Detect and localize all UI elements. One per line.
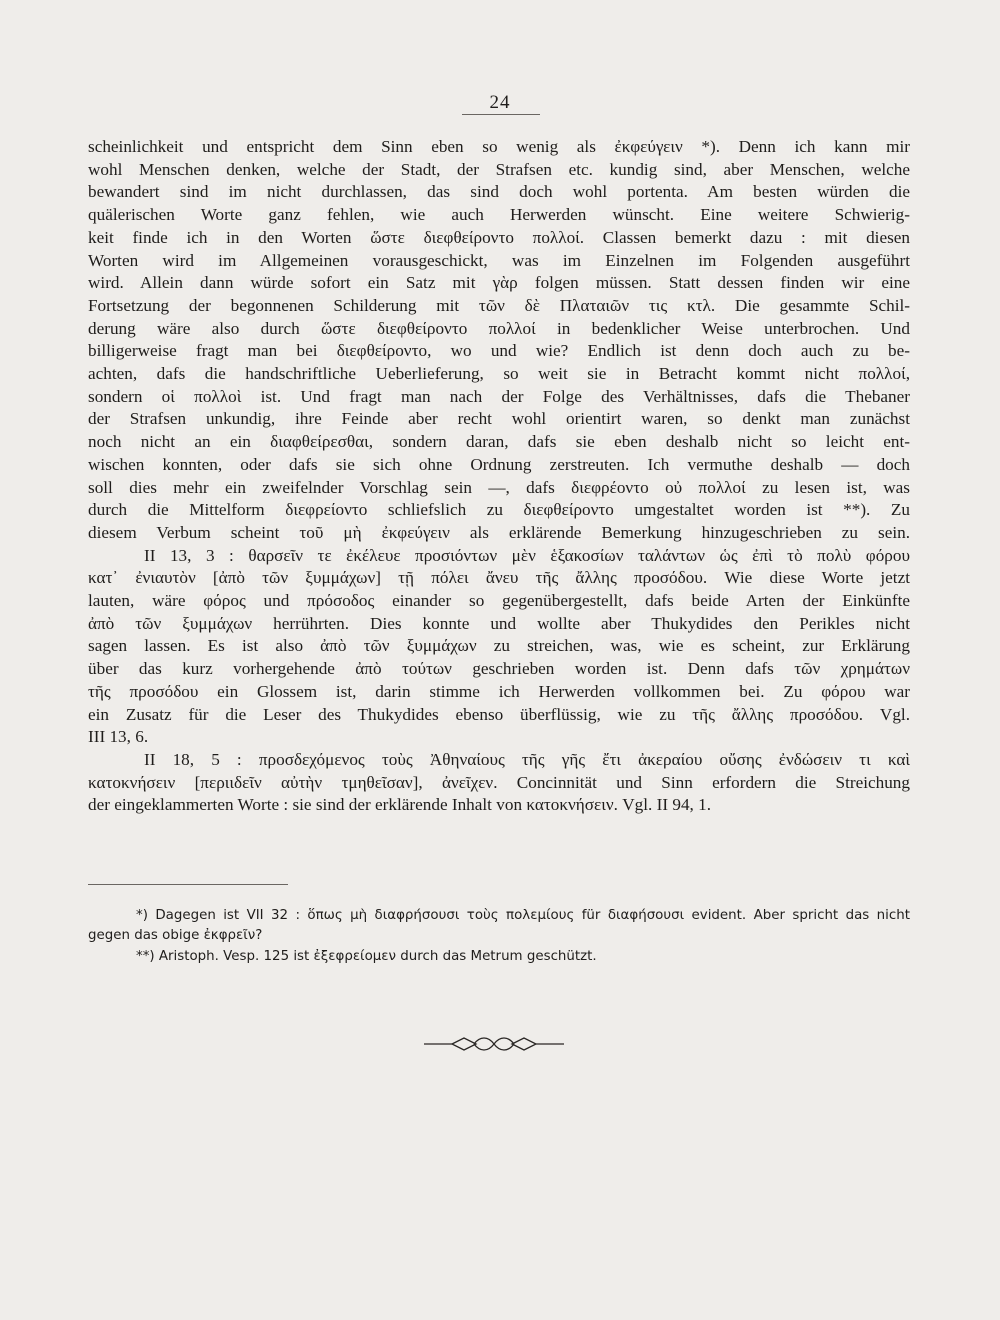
- text-line: sondern οἱ πολλοὶ ist. Und fragt man nach der Folge des Verhältnisses, dafs die Thebaner: [88, 386, 910, 406]
- footnote-line: gegen das obige ἐκφρεῖν?: [88, 928, 263, 944]
- text-line: durch die Mittelform διεφρείοντο schliefslich zu διεφθείροντο umgestaltet worden ist **). Zu: [88, 500, 910, 520]
- text-line: ein Zusatz für die Leser des Thukydides ebenso überflüssig, wie zu τῆς ἄλλης προσόδου. Vgl.: [88, 704, 910, 724]
- text-line: der Strafsen unkundig, ihre Feinde aber recht wohl orientirt waren, so denkt man zunächst: [88, 409, 910, 429]
- text-line: diesem Verbum scheint τοῦ μὴ ἐκφεύγειν als erklärende Bemerkung hinzugeschrieben zu sein.: [88, 522, 910, 542]
- text-line: sagen lassen. Es ist also ἀπὸ τῶν ξυμμάχων zu streichen, was, wie es scheint, zur Erklärung: [88, 636, 910, 656]
- footnote-line: *) Dagegen ist VII 32 : ὅπως μὴ διαφρήσουσι τοὺς πολεμίους für διαφήσουσι evident. Aber spricht das nicht: [136, 908, 910, 923]
- text-line: κατ᾽ ἐνιαυτὸν [ἀπὸ τῶν ξυμμάχων] τῇ πόλει ἄνευ τῆς ἄλλης προσόδου. Wie diese Worte jetzt: [88, 568, 910, 588]
- text-line: II 13, 3 : θαρσεῖν τε ἐκέλευε προσιόντων μὲν ἑξακοσίων ταλάντων ὡς ἐπὶ τὸ πολὺ φόρου: [144, 545, 910, 565]
- text-line: soll dies mehr ein zweifelnder Vorschlag sein —, dafs διεφρέοντο οὐ πολλοί zu lesen ist, was: [88, 477, 910, 497]
- text-line: noch nicht an ein διαφθείρεσθαι, sondern daran, dafs sie eben deshalb nicht so leicht ent-: [88, 432, 910, 452]
- text-line: κατοκνήσειν [περιιδεῖν αὐτὴν τμηθεῖσαν], ἀνεῖχεν. Concinnität und Sinn erfordern die Streichung: [88, 772, 910, 792]
- text-line: der eingeklammerten Worte : sie sind der erklärende Inhalt von κατοκνήσειν. Vgl. II 94, 1.: [88, 795, 712, 815]
- text-line: III 13, 6.: [88, 727, 149, 747]
- text-line: ἀπὸ τῶν ξυμμάχων herrührten. Dies konnte und wollte aber Thukydides den Perikles nicht: [88, 613, 910, 633]
- text-line: scheinlichkeit und entspricht dem Sinn eben so wenig als ἐκφεύγειν *). Denn ich kann mir: [88, 137, 910, 156]
- text-line: quälerischen Worte ganz fehlen, wie auch Herwerden wünscht. Eine weitere Schwierig-: [88, 205, 910, 225]
- footnotes: [88, 906, 910, 967]
- text-line: keit finde ich in den Worten ὥστε διεφθείροντο πολλοί. Classen bemerkt dazu : mit diesen: [88, 227, 910, 247]
- footnote-rule: [88, 884, 288, 885]
- text-line: über das kurz vorhergehende ἀπὸ τούτων geschrieben worden ist. Denn dafs τῶν χρημάτων: [88, 659, 910, 679]
- text-line: Fortsetzung der begonnenen Schilderung mit τῶν δὲ Πλαταιῶν τις κτλ. Die gesammte Schil-: [88, 295, 910, 315]
- page-number: 24: [489, 92, 511, 113]
- ornament-divider-icon: [424, 1034, 564, 1054]
- text-line: achten, dafs die handschriftliche Ueberlieferung, so weit sie in Betracht kommt nicht πολλοί,: [88, 364, 910, 384]
- footnote-line: **) Aristoph. Vesp. 125 ist ἐξεφρείομεν durch das Metrum geschützt.: [136, 948, 597, 964]
- text-line: bewandert sind im nicht durchlassen, das sind doch wohl portenta. Am besten würden die: [88, 182, 910, 202]
- text-line: wohl Menschen denken, welche der Stadt, der Strafsen etc. kundig sind, aber Menschen, welche: [88, 159, 910, 179]
- text-line: lauten, wäre φόρος und πρόσοδος einander so gegenübergestellt, dafs beide Arten der Einkünfte: [88, 591, 910, 611]
- text-line: Worten wird im Allgemeinen vorausgeschickt, was im Einzelnen im Folgenden ausgeführt: [88, 250, 910, 270]
- text-line: wird. Allein dann würde sofort ein Satz mit γὰρ folgen müssen. Statt dessen finden wir eine: [88, 273, 910, 293]
- text-line: τῆς προσόδου ein Glossem ist, darin stimme ich Herwerden vollkommen bei. Zu φόρου war: [88, 681, 910, 701]
- text-line: derung wäre also durch ὥστε διεφθείροντο πολλοί in bedenklicher Weise unterbrochen. Und: [88, 318, 910, 338]
- text-line: II 18, 5 : προσδεχόμενος τοὺς Ἀθηναίους τῆς γῆς ἔτι ἀκεραίου οὔσης ἐνδώσειν τι καὶ: [144, 749, 910, 769]
- text-line: billigerweise fragt man bei διεφθείροντο, wo und wie? Endlich ist denn doch auch zu be-: [88, 341, 910, 361]
- page-number-rule: [462, 114, 540, 115]
- body-text: [88, 136, 910, 817]
- text-line: wischen konnten, oder dafs sie sich ohne Ordnung zerstreuten. Ich vermuthe deshalb — doch: [88, 454, 910, 474]
